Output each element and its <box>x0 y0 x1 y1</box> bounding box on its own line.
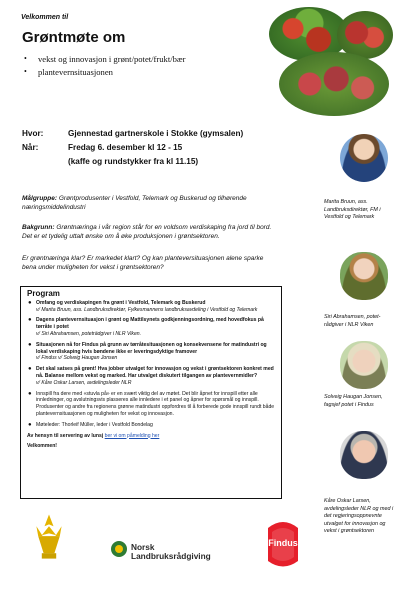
page-title: Grøntmøte om <box>22 29 126 46</box>
program-item-title: Situasjonen nå for Findus på grunn av tørråtesituasjonen og konsekvensene for matindustri og lokal verdiskaping hvis bøndene ikke er leveringsdyktige framover <box>36 341 267 355</box>
speaker-caption-siri: Siri Abrahamsen, potet-rådgiver i NLR Viken <box>324 314 381 328</box>
topic-item-1: • vekst og innovasjon i grønt/potet/frukt/bær <box>24 53 186 66</box>
topic-item-2: • plantevernsituasjonen <box>24 66 186 79</box>
speaker-photo-marita <box>340 134 388 182</box>
question-text: Er grøntnæringa klar? Er markedet klart? Og kan planteversituasjonen alene sparke bena under muligheten for vekst i grøntsektoren? <box>22 255 264 271</box>
nlr-logo-text <box>131 543 211 561</box>
lunch-note <box>27 433 277 440</box>
program-box <box>20 286 282 499</box>
program-item-speaker: v/ Kåre Oskar Larsen, avdelingsleder NLR <box>36 379 132 386</box>
program-item-title: Omfang og verdiskapingen fra grønt i Vestfold, Telemark og Buskerud <box>36 299 206 306</box>
program-item-speaker: v/ Findus v/ Solveig Haugan Jonsen <box>36 355 118 362</box>
target-group <box>22 194 277 212</box>
bullet-icon: ● <box>28 299 32 306</box>
speaker-photo-solveig <box>340 341 388 389</box>
findus-logo-icon <box>262 516 304 572</box>
bullet-icon: ● <box>28 366 32 373</box>
location-row <box>22 127 243 141</box>
grain-logo-icon <box>22 510 76 564</box>
program-item <box>27 422 277 429</box>
topic-list <box>24 53 186 78</box>
potato-photo <box>279 52 389 116</box>
program-item-title: Møteleder: Thorleif Müller, leder i Vestfold Bondelag <box>36 421 153 428</box>
program-item-speaker: v/ Marita Bruun, ass. Landbruksdirektør, Fylkesmannens landbruksavdeling i Vestfold og Telemark <box>36 306 258 313</box>
nlr-logo-line2: Landbruksrådgiving <box>131 551 211 561</box>
date-value: Fredag 6. desember kl 12 - 15 <box>68 143 183 152</box>
background-label: Bakgrunn: <box>22 224 55 231</box>
registration-link[interactable]: ber vi om påmelding her <box>104 432 160 439</box>
program-item-title: Dagens plantevernsituasjon i grønt og Mattilsynets godkjenningsordning, med hovedfokus på tørråte i potet <box>36 317 264 331</box>
program-item <box>27 342 277 362</box>
speaker-caption-kare: Kåre Oskar Larsen, avdelingsleder NLR og med i det regjeringsoppnevnte utvalget for innovasjon og vekst i grøntsektoren <box>324 498 394 534</box>
location-value: Gjennestad gartnerskole i Stokke (gymsalen) <box>68 129 244 138</box>
program-item <box>27 300 277 314</box>
bullet-icon: ● <box>28 390 32 397</box>
lunch-text: Av hensyn til servering av lunsj <box>27 432 104 439</box>
program-item-speaker: v/ Siri Abrahamsen, poteträdgiver i NLR Viken. <box>36 330 142 337</box>
speaker-caption-marita: Marita Bruun, ass. Landbruksdirektør, FM i Vestfold og Telemark <box>324 199 381 220</box>
location-label: Hvor: <box>22 129 44 138</box>
bullet-icon: ● <box>28 421 32 428</box>
event-info <box>22 127 243 169</box>
nlr-logo-line1: Norsk <box>131 542 155 552</box>
date-subtext: (kaffe og rundstykker fra kl 11.15) <box>68 157 199 166</box>
target-group-text: Grøntprodusenter i Vestfold, Telemark og Buskerud og tilhørende næringsmiddelindustri <box>22 195 247 211</box>
speaker-photo-siri <box>340 252 388 300</box>
background-section <box>22 223 277 241</box>
bullet-icon: ● <box>28 317 32 324</box>
date-label: Når: <box>22 143 39 152</box>
nlr-logo <box>110 540 250 570</box>
welcome-label: Velkommen til <box>21 14 69 21</box>
logo-footer <box>0 500 412 600</box>
bullet-icon: ● <box>28 341 32 348</box>
program-item <box>27 366 277 386</box>
nlr-logo-icon <box>110 540 128 558</box>
program-item-title: Det skal satses på grønt! Hva jobber utvalget for innovasjon og vekst i grøntsektoren konkret med nå. Balanse mellom vekst og marked. Har utvalget diskutert tilgangen av plantevernmidler? <box>36 366 274 379</box>
speaker-photo-kare <box>340 431 388 479</box>
program-item <box>27 391 277 418</box>
program-item-title: Innspill fra dere med «stuvla på» er en svært viktig del av møtet. Det blir åpnet for innspill etter alle innledninger, og avslutningsvis plasseres alle innledere i et panel og åpner for spørsmål og innspill. Produsenter og andre fra regionens grønne matindustri oppfordres til å forberede gode innspill rundt både plantevernsituasjonen og muligheten for vekst og innovasjon. <box>36 390 275 417</box>
speaker-caption-solveig: Solveig Haugan Jonsen, fagsjef potet i Findus <box>324 394 383 408</box>
date-row <box>22 141 243 155</box>
findus-logo-text: Findus <box>268 538 298 548</box>
program-item <box>27 317 277 337</box>
program-title: Program <box>27 289 60 298</box>
closing-text: Velkommen! <box>27 443 58 450</box>
target-group-label: Målgruppe: <box>22 195 58 202</box>
background-text: Grøntnæringa i vår region står for en voldsom verdiskaping fra jord til bord. Det er et tydelig uttalt ønske om å øke produksjonen i grøntsektoren. <box>22 224 272 240</box>
